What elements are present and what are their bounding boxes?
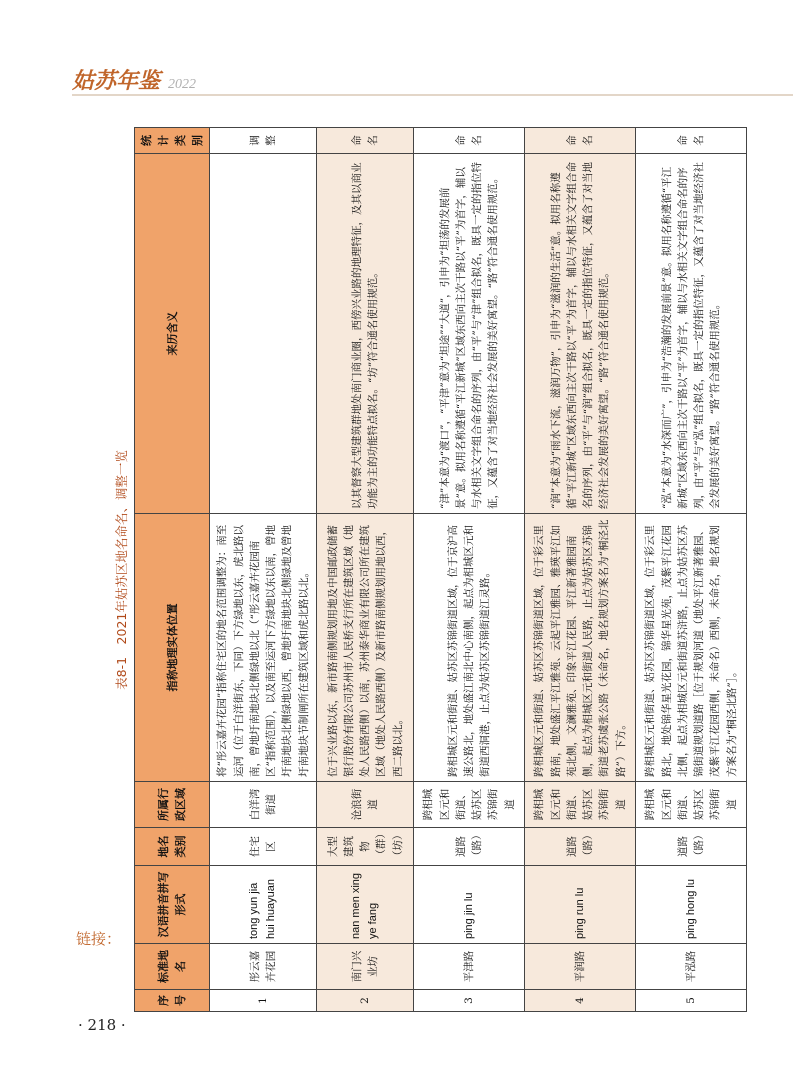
cell-district: 跨相城区元和街道、姑苏区苏锦街道: [525, 782, 636, 828]
header-category: 地名类别: [135, 828, 210, 866]
cell-pinyin: nan men xing ye fang: [317, 866, 414, 944]
cell-location: 跨相城区元和街道、姑苏区苏锦街道区域，位于京沪高速公路北，地处盛江南北中心南侧，起点为相城区元和街道西洞港，止点为姑苏区苏锦街道江灵路。: [414, 514, 525, 782]
header-pinyin: 汉语拼音拼写形式: [135, 866, 210, 944]
cell-category: 道路（路）: [414, 828, 525, 866]
cell-no: 2: [317, 990, 414, 1012]
cell-no: 3: [414, 990, 525, 1012]
cell-origin: “润”本意为“雨水下流，滋润万物”，引申为“滋润的生活”意。拟用名称遵循“平江新城”区域东西向主次干路以“平”为首字，辅以与水相关文字组合命名的序列，由“平”与“润”组合拟名，既具一定的指位特征，又蕴含了对当地经济社会发展的美好寓望。“路”符合通名使用规范。: [525, 154, 636, 514]
cell-name: 平泓路: [636, 944, 747, 990]
cell-location: 将“彤云嘉卉花园”指称住宅区的地名范围调整为：南至运河（位于白洋街东，下同）下方绿地以东，虎北路以南，曾地圩南地块北侧绿地以北（“彤云嘉卉花园南区”指称范围），以及南至运河下方绿地以东以南，曾地圩南地块北侧绿地以西，曾地圩南地块北侧绿地及曾地圩南地块节制闸所在建筑区域和虎北路以北。: [210, 514, 317, 782]
cell-location: 跨相城区元和街道、姑苏区苏锦街道区域，位于彩云里路北，地处锦华星光花园，锦华星光苑，茂紫平江花园北侧，起点为相城区元和街道苏浒路，止点为姑苏区苏锦街道规划道路［位于规划河道（地处平江新著雅园、茂紫平江花园西侧，未命名）西侧，未命名，地名规划方案名为“桐泾北路”］。: [636, 514, 747, 782]
cell-pinyin: ping jin lu: [414, 866, 525, 944]
table-header-row: [135, 128, 210, 1012]
cell-no: 5: [636, 990, 747, 1012]
header-no: 序号: [135, 990, 210, 1012]
table-row: [525, 128, 636, 1012]
cell-category: 大型建筑物（群）（坊）: [317, 828, 414, 866]
cell-stat: 命名: [414, 128, 525, 154]
cell-name: 平润路: [525, 944, 636, 990]
cell-stat: 命名: [525, 128, 636, 154]
cell-pinyin: tong yun jia hui huayuan: [210, 866, 317, 944]
cell-stat: 命名: [636, 128, 747, 154]
header-location: 指称地理实体位置: [135, 514, 210, 782]
cell-stat: 调整: [210, 128, 317, 154]
cell-origin: “津”本意为“渡口”，“平津”意为“坦途”“大道”，引申为“坦荡的发展前景”意。拟用名称遵循“平江新城”区域东西向主次干路以“平”为首字，辅以与水相关文字组合命名的序列，由“平”与“津”组合拟名，既具一定的指位特征，又蕴含了对当地经济社会发展的美好寓望。“路”符合通名使用规范。: [414, 154, 525, 514]
cell-location: 跨相城区元和街道、姑苏区苏锦街道区域，位于彩云里路南，地处盛汇平江雅苑、云起平江雅园、雅瑛平江如苑北侧，文澜雅苑、印象平江花园、平江新著雅园南侧，起点为相城区元和街道人民路，止点为姑苏区苏锦街道老苏虞张公路（未命名，地名规划方案名为“桐泾北路”）下方。: [525, 514, 636, 782]
page-number: · 218 ·: [78, 1016, 126, 1034]
yearbook-year: 2022: [168, 77, 197, 92]
cell-stat: 命名: [317, 128, 414, 154]
cell-category: 住宅区: [210, 828, 317, 866]
yearbook-header: [72, 64, 196, 95]
table-row: [636, 128, 747, 1012]
cell-location: 位于兴业路以东，新市路南侧规划用地及中国邮政储蓄银行股份有限公司苏州市人民桥支行所在建筑区域（地处人民路西侧）以南，苏州泰华商业有限公司所在建筑区域（地处人民路西侧）及新市路南侧规划用地以西，西二路以北。: [317, 514, 414, 782]
table-row: [317, 128, 414, 1012]
header-name: 标准地名: [135, 944, 210, 990]
cell-district: 白洋湾街道: [210, 782, 317, 828]
cell-name: 平津路: [414, 944, 525, 990]
cell-category: 道路（路）: [636, 828, 747, 866]
naming-table: [134, 127, 747, 1012]
table-row: [210, 128, 317, 1012]
header-divider: [72, 94, 793, 96]
cell-district: 跨相城区元和街道、姑苏区苏锦街道: [636, 782, 747, 828]
rotated-table-block: [110, 128, 738, 1012]
link-label: 链接：: [76, 930, 122, 948]
cell-district: 沧浪街道: [317, 782, 414, 828]
cell-no: 4: [525, 990, 636, 1012]
table-caption: 表8-1 2021年姑苏区地名命名、调整一览: [114, 450, 129, 690]
cell-name: 彤云嘉卉花园: [210, 944, 317, 990]
cell-pinyin: ping hong lu: [636, 866, 747, 944]
cell-district: 跨相城区元和街道、姑苏区苏锦街道: [414, 782, 525, 828]
header-stat: 统计类别: [135, 128, 210, 154]
cell-pinyin: ping run lu: [525, 866, 636, 944]
cell-origin: [210, 154, 317, 514]
cell-name: 南门兴业坊: [317, 944, 414, 990]
cell-no: 1: [210, 990, 317, 1012]
header-origin: 来历含义: [135, 154, 210, 514]
cell-origin: “泓”本意为“水深而广”，引申为“浩瀚的发展前景”意。拟用名称遵循“平江新城”区域东西向主次干路以“平”为首字，辅以与水相关文字组合命名的序列，由“平”与“泓”组合拟名，既具一定的指位特征，又蕴含了对当地经济社会发展的美好寓望。“路”符合通名使用规范。: [636, 154, 747, 514]
yearbook-title: 姑苏年鉴: [72, 68, 161, 93]
cell-category: 道路（路）: [525, 828, 636, 866]
cell-origin: 以其督察大型建筑群地处南门商业圈，西傍兴业路的地理特征，及其以商业功能为主的功能特点拟名。“坊”符合通名使用规范。: [317, 154, 414, 514]
table-row: [414, 128, 525, 1012]
header-district: 所属行政区域: [135, 782, 210, 828]
